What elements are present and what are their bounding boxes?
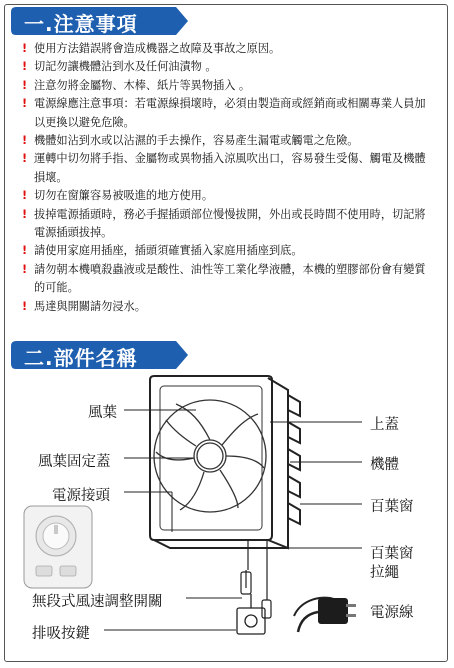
label-speed-switch: 無段式風速調整開關 bbox=[32, 594, 163, 610]
label-exhaust-button: 排吸按鍵 bbox=[32, 626, 90, 642]
warning-icon: ! bbox=[22, 60, 28, 74]
label-blade: 風葉 bbox=[88, 405, 117, 421]
note-item: ! 切勿在窗簾容易被吸進的地方使用。 bbox=[22, 187, 434, 205]
section1-title: 一.注意事項 bbox=[24, 12, 138, 36]
note-item: ! 拔掉電源插頭時，務必手握插頭部位慢慢拔開，外出或長時間不使用時，切記將電源插頭拔掉。 bbox=[22, 207, 426, 240]
label-louver-cord: 百葉窗拉繩 bbox=[370, 546, 414, 581]
note-item: ! 馬達與開關請勿浸水。 bbox=[22, 298, 434, 316]
warning-icon: ! bbox=[22, 78, 28, 92]
label-top-cover: 上蓋 bbox=[370, 417, 399, 433]
warning-icon: ! bbox=[22, 134, 28, 148]
label-power-connector: 電源接頭 bbox=[52, 488, 110, 504]
warning-icon: ! bbox=[22, 152, 28, 166]
note-item: ! 機體如沾到水或以沾濕的手去操作，容易產生漏電或觸電之危險。 bbox=[22, 132, 434, 150]
note-item: ! 注意勿將金屬物、木棒、紙片等異物插入 。 bbox=[22, 77, 434, 95]
note-item: ! 請使用家庭用插座，插頭須確實插入家庭用插座到底。 bbox=[22, 242, 434, 260]
note-item: ! 運轉中切勿將手指、金屬物或異物插入涼風吹出口，容易發生受傷、觸電及機體損壞。 bbox=[22, 152, 426, 184]
note-item: ! 請勿朝本機噴殺蟲液或是酸性、油性等工業化學液體，本機的塑膠部份會有變質的可能。 bbox=[22, 262, 426, 295]
section1-banner bbox=[10, 6, 190, 36]
warning-icon: ! bbox=[22, 207, 28, 221]
section2-title: 二.部件名稱 bbox=[24, 346, 138, 370]
label-power-cord: 電源線 bbox=[370, 605, 414, 621]
label-louver: 百葉窗 bbox=[370, 499, 414, 515]
label-blade-cap: 風葉固定蓋 bbox=[38, 454, 111, 470]
note-item: ! 使用方法錯誤將會造成機器之故障及事故之原因。 bbox=[22, 40, 434, 58]
warning-icon: ! bbox=[22, 97, 28, 111]
warning-icon: ! bbox=[22, 299, 28, 313]
note-item: ! 電源線應注意事項：若電源線損壞時，必須由製造商或經銷商或相關專業人員加以更換以避免危險。 bbox=[22, 97, 426, 129]
section2-banner bbox=[10, 340, 190, 370]
warning-icon: ! bbox=[22, 189, 28, 203]
warning-icon: ! bbox=[22, 42, 28, 55]
warning-icon: ! bbox=[22, 262, 28, 276]
note-item: ! 切記勿讓機體沾到水及任何油漬物 。 bbox=[22, 58, 434, 76]
warning-icon: ! bbox=[22, 244, 28, 258]
notes-list bbox=[22, 40, 434, 316]
label-body: 機體 bbox=[370, 457, 399, 473]
